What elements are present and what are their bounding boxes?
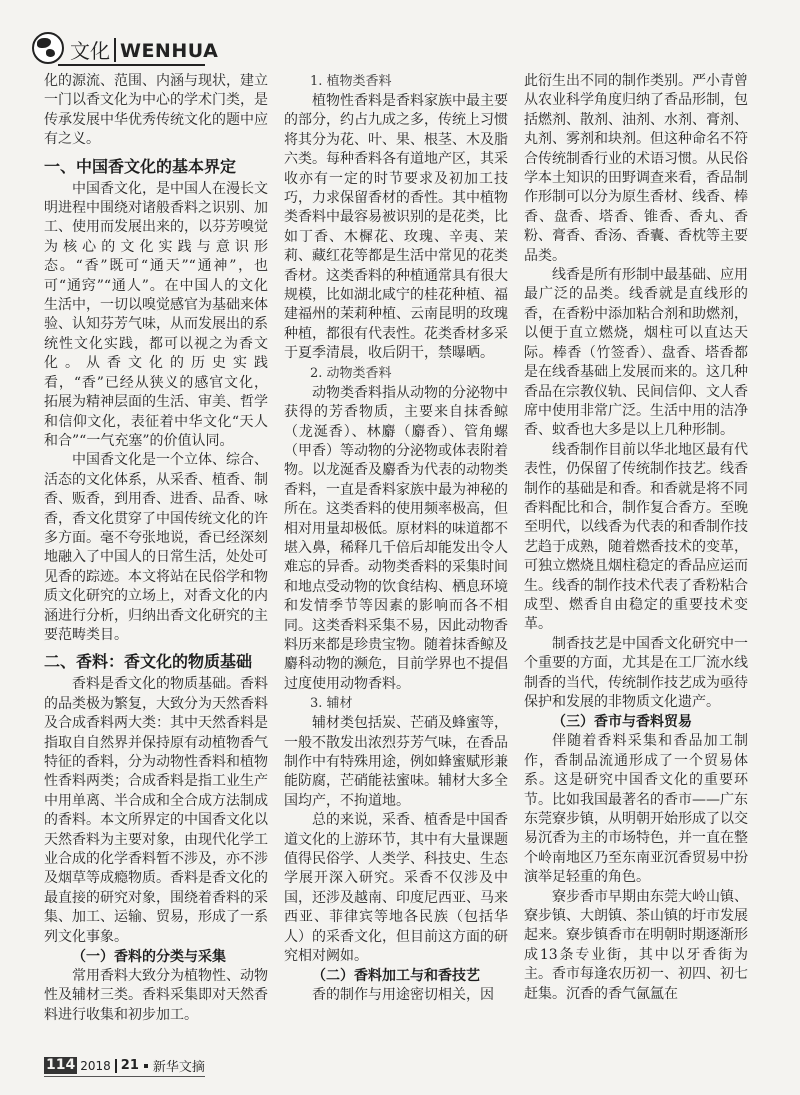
subheading: （三）香市与香料贸易	[552, 714, 692, 731]
subheading-plant: 1. 植物类香料	[310, 74, 392, 89]
paragraph: 动物类香料指从动物的分泌物中获得的芳香物质，主要来自抹香鲸（龙涎香）、林麝（麝香）、管角螺（甲香）等动物的分泌物或体表附着物。以龙涎香及麝香为代表的动物类香料，一直是香料家族中最为神秘的所在。这类香料的使用频率极高，但相对用量却极低。原材料的味道都不堪入鼻，稀释几千倍后却能发出令人难忘的异香。动物类香料的采集时间和地点受动物的饮食结构、栖息环境和发情季节等因素的影响而各不相同。这类香料采集不易，因此动物香料历来都是珍贵宝物。随着抹香鲸及麝科动物的濒危，目前学界也不提倡过度使用动物香料。	[284, 384, 508, 692]
issue-year: 2018	[80, 1058, 111, 1073]
paragraph: 植物性香料是香料家族中最主要的部分，约占九成之多，传统上习惯将其分为花、叶、果、根茎、木及脂六类。每种香料各有道地产区，其采收亦有一定的时节要求及初加工技巧，力求保留香材的香性。其中植物类香料中最容易被识别的是花类，比如丁香、木樨花、玫瑰、辛夷、茉莉、藏红花等都是生活中常见的花类香材。这类香料的种植通常具有很大规模，比如湖北咸宁的桂花种植、福建福州的茉莉种植、云南昆明的玫瑰种植，都很有代表性。花类香材多采于夏季清晨，收后阴干，禁曝晒。	[284, 93, 508, 362]
subheading-auxiliary: 3. 辅材	[310, 696, 353, 712]
column-3	[524, 72, 748, 1038]
header-underline	[58, 64, 205, 66]
section-title-cn: 文化	[70, 39, 110, 63]
column-2	[284, 72, 508, 1038]
column-1	[44, 72, 268, 1038]
page-footer	[44, 1056, 205, 1077]
subheading: （二）香料加工与和香技艺	[312, 968, 480, 985]
paragraph: 香料是香文化的物质基础。香料的品类极为繁复，大致分为天然香料及合成香料两大类：其中天然香料是指取自自然界并保持原有动植物香气特征的香料，分为动物性香料和植物性香料两类；合成香料是指工业生产中用单离、半合成和全合成方法制成的香料。本文所界定的中国香文化以天然香料为主要对象，由现代化学工业合成的化学香料暂不涉及，亦不涉及烟草等成瘾物质。香料是香文化的最直接的研究对象，围绕着香料的采集、加工、运输、贸易，形成了一系列文化事象。	[44, 676, 268, 945]
magazine-name: 新华文摘	[152, 1060, 205, 1075]
paragraph: 辅材类包括炭、芒硝及蜂蜜等，一般不散发出浓烈芬芳气味，在香品制作中有特殊用途，例如蜂蜜赋形兼能防腐，芒硝能祛蜜味。辅材大多全国均产，不拘道地。	[284, 715, 508, 809]
paragraph: 总的来说，采香、植香是中国香道文化的上游环节，其中有大量课题值得民俗学、人类学、科技史、生态学展开深入研究。采香不仅涉及中国，还涉及越南、印度尼西亚、马来西亚、菲律宾等地各民族（包括华人）的采香文化，但目前这方面的研究相对阙如。	[284, 812, 508, 965]
paragraph: 化的源流、范围、内涵与现状，建立一门以香文化为中心的学术门类，是传承发展中华优秀传统文化的题中应有之义。	[44, 73, 268, 148]
paragraph: 线香制作目前以华北地区最有代表性，仍保留了传统制作技艺。线香制作的基础是和香。和香就是将不同香料配比和合，制作复合香方。至晚至明代，以线香为代表的和香制作技艺趋于成熟，随着燃香技术的变革，可独立燃烧且烟柱稳定的香品应运而生。线香的制作技术代表了香粉粘合成型、燃香自由稳定的重要技术变革。	[524, 441, 748, 633]
bullet-icon	[144, 1064, 148, 1068]
section-header	[32, 30, 218, 64]
paragraph: 线香是所有形制中最基础、应用最广泛的品类。线香就是直线形的香，在香粉中添加粘合剂和助燃剂，以便于直立燃烧，烟柱可以直达天际。棒香（竹签香）、盘香、塔香都是在线香基础上发展而来的。这几种香品在宗教仪轨、民间信仰、文人香席中使用非常广泛。生活中用的洁净香、蚊香也大多是以上几种形制。	[524, 267, 748, 439]
globe-icon	[32, 32, 64, 64]
header-divider	[114, 38, 116, 62]
subheading-animal: 2. 动物类香料	[310, 365, 392, 381]
paragraph: 中国香文化，是中国人在漫长文明进程中围绕对诸般香料之识别、加工、使用而发展出来的，以芬芳嗅觉为核心的文化实践与意识形态。“香”既可“通天”“通神”，也可“通窍”“通人”。在中国人的文化生活中，一切以嗅觉感官为基础来体验、认知芬芳气味，从而发展出的系统性文化实践，都可以视之为香文化。从香文化的历史实践看，“香”已经从狭义的感官文化，拓展为精神层面的生活、审美、哲学和信仰文化，表征着中华文化“天人和合”“一气充塞”的价值认同。	[44, 180, 268, 449]
heading-section-2: 二、香料：香文化的物质基础	[44, 652, 253, 672]
paragraph: 中国香文化是一个立体、综合、活态的文化体系，从采香、植香、制香、贩香，到用香、进香、品香、咏香，香文化贯穿了中国传统文化的许多方面。毫不夸张地说，香已经深刻地融入了中国人的日常生活，处处可见香的踪迹。本文将站在民俗学和物质文化研究的立场上，对香文化的内涵进行分析，归纳出香文化研究的主要范畴类目。	[44, 452, 268, 643]
paragraph: 制香技艺是中国香文化研究中一个重要的方面，尤其是在工厂流水线制香的当代，传统制作技艺成为亟待保护和发展的非物质文化遗产。	[524, 635, 748, 710]
paragraph: 香的制作与用途密切相关，因	[312, 987, 494, 1004]
paragraph: 寮步香市早期由东莞大岭山镇、寮步镇、大朗镇、茶山镇的圩市发展起来。寮步镇香市在明朝时期逐渐形成13条专业街，其中以牙香街为主。香市每逢农历初一、初四、初七赶集。沉香的香气氤氲在	[524, 888, 748, 1002]
paragraph: 伴随着香料采集和香品加工制作，香制品流通形成了一个贸易体系。这是研究中国香文化的重要环节。比如我国最著名的香市——广东东莞寮步镇，从明朝开始形成了以交易沉香为主的市场特色，并一直在整个岭南地区乃至东南亚沉香贸易中扮演举足轻重的角色。	[524, 733, 748, 886]
footer-divider	[115, 1059, 117, 1073]
issue-number: 21	[120, 1058, 139, 1073]
subheading: （一）香料的分类与采集	[72, 949, 226, 966]
paragraph: 常用香料大致分为植物性、动物性及辅材三类。香料采集即对天然香料进行收集和初步加工。	[44, 968, 268, 1023]
heading-section-1: 一、中国香文化的基本界定	[44, 156, 237, 176]
section-title-en: WENHUA	[120, 40, 219, 62]
page-number: 114	[46, 1057, 76, 1073]
paragraph: 此衍生出不同的制作类别。严小青曾从农业科学角度归纳了香品形制，包括燃剂、散剂、油剂、水剂、膏剂、丸剂、雾剂和块剂。但这种命名不符合传统制香行业的术语习惯。从民俗学本土知识的田野调查来看，香品制作形制可以分为原生香材、线香、棒香、盘香、塔香、锥香、香丸、香粉、膏香、香汤、香囊、香枕等主要品类。	[524, 73, 748, 264]
